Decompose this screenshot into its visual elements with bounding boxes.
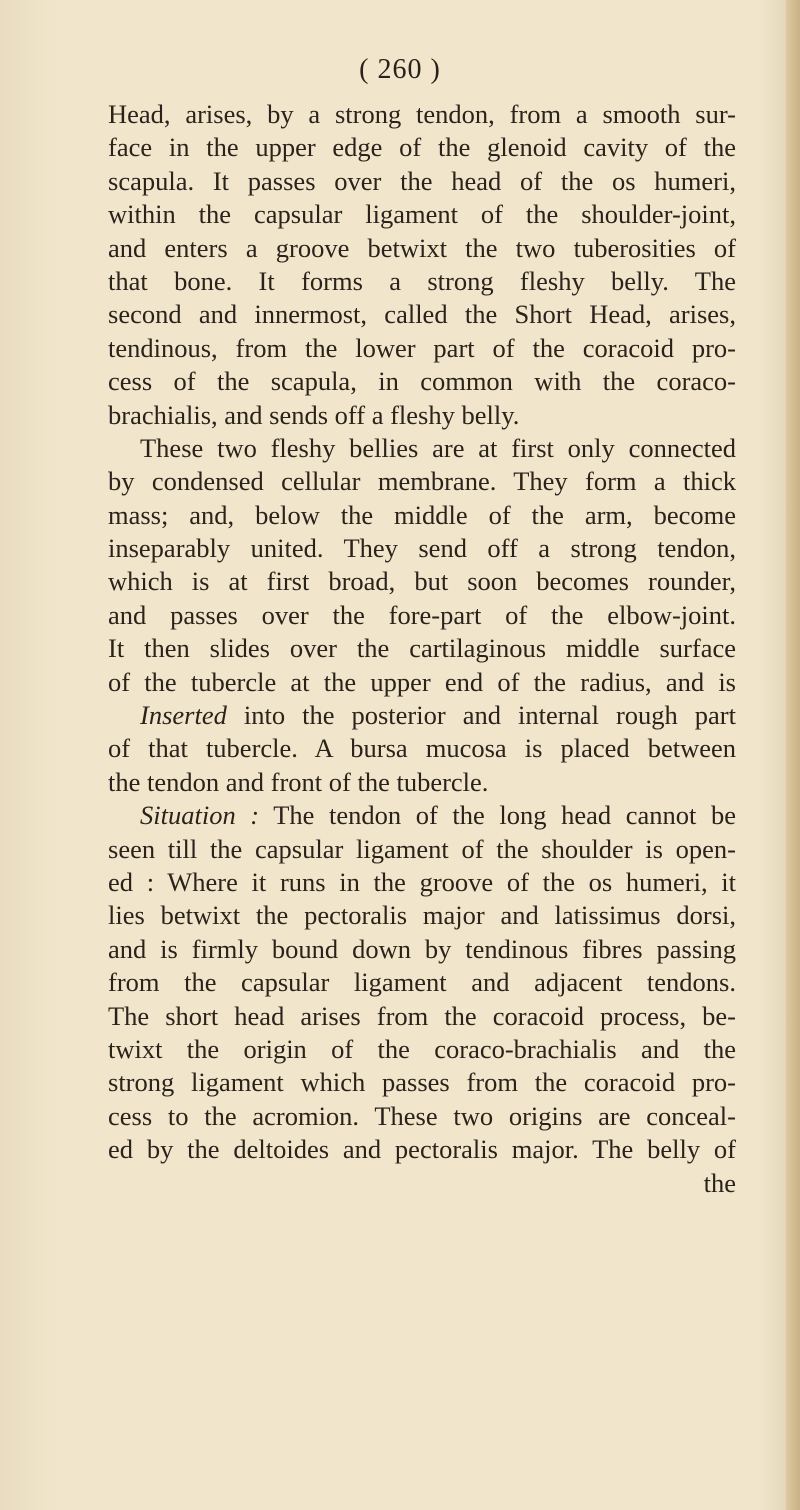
line-text: brachialis, and sends off a fleshy belly. xyxy=(108,399,520,430)
line-text: scapula. It passes over the head of the os humeri, xyxy=(108,165,736,196)
body-text xyxy=(108,98,736,1200)
text-line xyxy=(108,399,736,432)
line-text: the xyxy=(703,1167,736,1198)
line-text: of that tubercle. A bursa mucosa is placed between xyxy=(108,733,736,764)
text-line xyxy=(108,933,736,966)
text-line xyxy=(108,966,736,999)
line-text: face in the upper edge of the glenoid cavity of the xyxy=(108,132,736,163)
line-text: of the tubercle at the upper end of the radius, and is xyxy=(108,666,736,697)
text-line xyxy=(108,432,736,465)
text-line xyxy=(108,1133,736,1166)
line-text: from the capsular ligament and adjacent tendons. xyxy=(108,967,736,998)
line-text: within the capsular ligament of the shoulder-joint, xyxy=(108,199,736,230)
text-line xyxy=(108,1100,736,1133)
line-text: and enters a groove betwixt the two tuberosities of xyxy=(108,232,736,263)
line-text: lies betwixt the pectoralis major and latissimus dorsi, xyxy=(108,900,736,931)
line-text: by condensed cellular membrane. They form a thick xyxy=(108,466,736,497)
line-text: strong ligament which passes from the coracoid pro- xyxy=(108,1067,736,1098)
line-text: inseparably united. They send off a strong tendon, xyxy=(108,533,736,564)
italic-term: Inserted xyxy=(140,700,227,731)
text-line xyxy=(108,632,736,665)
line-text: and is firmly bound down by tendinous fibres passing xyxy=(108,933,736,964)
line-text: The tendon of the long head cannot be xyxy=(259,800,736,831)
text-line xyxy=(108,565,736,598)
line-text: Head, arises, by a strong tendon, from a smooth sur- xyxy=(108,99,736,129)
text-line xyxy=(108,799,736,832)
page-edge xyxy=(786,0,800,1510)
line-text: and passes over the fore-part of the elbow-joint. xyxy=(108,599,736,630)
text-line xyxy=(108,1033,736,1066)
text-line xyxy=(108,1167,736,1200)
line-text: It then slides over the cartilaginous middle surface xyxy=(108,633,736,664)
text-line xyxy=(108,465,736,498)
text-line xyxy=(108,899,736,932)
page-number: ( 260 ) xyxy=(359,54,441,85)
text-line xyxy=(108,232,736,265)
line-text: seen till the capsular ligament of the shoulder is open- xyxy=(108,833,736,864)
line-text: These two fleshy bellies are at first only connected xyxy=(140,432,736,463)
line-text: second and innermost, called the Short Head, arises, xyxy=(108,299,736,330)
text-line xyxy=(108,732,736,765)
text-line xyxy=(108,98,736,131)
line-text: into the posterior and internal rough part xyxy=(226,700,736,731)
line-text: twixt the origin of the coraco-brachialis and the xyxy=(108,1033,736,1064)
line-text: ed : Where it runs in the groove of the os humeri, it xyxy=(108,866,736,897)
text-line xyxy=(108,766,736,799)
text-line xyxy=(108,1000,736,1033)
line-text: cess to the acromion. These two origins are conceal- xyxy=(108,1100,736,1131)
line-text: that bone. It forms a strong fleshy belly. The xyxy=(108,265,736,296)
line-text: tendinous, from the lower part of the coracoid pro- xyxy=(108,332,736,363)
text-line xyxy=(108,1066,736,1099)
line-text: the tendon and front of the tubercle. xyxy=(108,766,489,797)
text-line xyxy=(108,298,736,331)
italic-term: Situation : xyxy=(140,800,260,831)
text-line xyxy=(108,131,736,164)
text-line xyxy=(108,666,736,699)
text-line xyxy=(108,265,736,298)
text-line xyxy=(108,165,736,198)
line-text: ed by the deltoides and pectoralis major. The belly of xyxy=(108,1134,736,1165)
text-line xyxy=(108,198,736,231)
text-line xyxy=(108,866,736,899)
text-line xyxy=(108,365,736,398)
text-line xyxy=(108,833,736,866)
text-line xyxy=(108,599,736,632)
line-text: which is at first broad, but soon becomes rounder, xyxy=(108,566,736,597)
text-line xyxy=(108,499,736,532)
line-text: mass; and, below the middle of the arm, become xyxy=(108,499,736,530)
line-text: cess of the scapula, in common with the coraco- xyxy=(108,366,736,397)
text-line xyxy=(108,699,736,732)
text-line xyxy=(108,332,736,365)
line-text: The short head arises from the coracoid process, be- xyxy=(108,1000,736,1031)
text-line xyxy=(108,532,736,565)
